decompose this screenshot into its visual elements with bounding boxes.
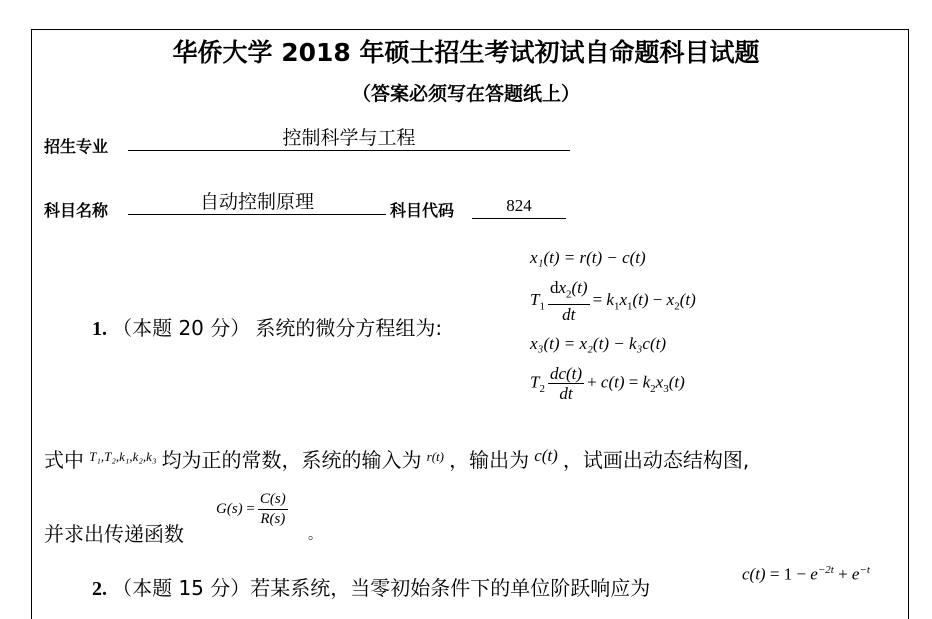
q1-text-b: 均为正的常数，系统的输入为 [161,448,422,472]
exam-subtitle: （答案必须写在答题纸上） [351,83,580,105]
code-label: 科目代码 [390,201,455,220]
equation-4: $T_2$ $\frac{dc(t)}{dt}$ + $c(t) = k_2x_3(t)$ [530,364,685,403]
equation-3: x₃(t) = x₂(t) − k₃c(t) [530,334,666,353]
q1-text-a: 式中 [44,448,84,472]
major-label: 招生专业 [44,137,109,156]
code-value: 824 [472,194,566,219]
exam-title: 华侨大学 2018 年硕士招生考试初试自命题科目试题 [172,38,760,67]
major-value: 控制科学与工程 [128,126,570,151]
q1-text-d: ，试画出动态结构图, [562,448,750,472]
subject-value: 自动控制原理 [128,190,386,215]
q1-score: （本题 20 分） [112,316,251,340]
q1-line2 [44,444,749,473]
q1-number: 1. [92,318,107,340]
equation-2: $T_1$ $\frac{dx_2(t)}{dt}$ = $k_1x_1(t) - x_2(t)$ [530,278,696,325]
q1-input: r(t) [426,449,444,464]
q2-score: （本题 15 分） [112,576,251,600]
q2-line [92,572,650,601]
q1-line3-end: 。 [308,527,322,543]
step-response-equation: $c(t) = 1 - e^{-2t} + e^{-t}$ [742,564,870,584]
transfer-function: G(s) = $\frac{C(s)}{R(s)}$ [216,491,286,527]
q2-number: 2. [92,578,107,600]
q1-line3: 并求出传递函数 [44,522,184,546]
subject-label: 科目名称 [44,201,109,220]
q1-output: c(t) [534,446,558,465]
q1-params: T₁,T₂,k₁,k₂,k₃ [89,449,157,464]
q1-text-c: ，输出为 [449,448,530,472]
equation-1: x₁(t) = r(t) − c(t) [530,248,646,267]
q2-text: 若某系统，当零初始条件下的单位阶跃响应为 [250,576,651,600]
q1-intro: 系统的微分方程组为: [255,316,443,340]
q1-heading [92,312,442,341]
